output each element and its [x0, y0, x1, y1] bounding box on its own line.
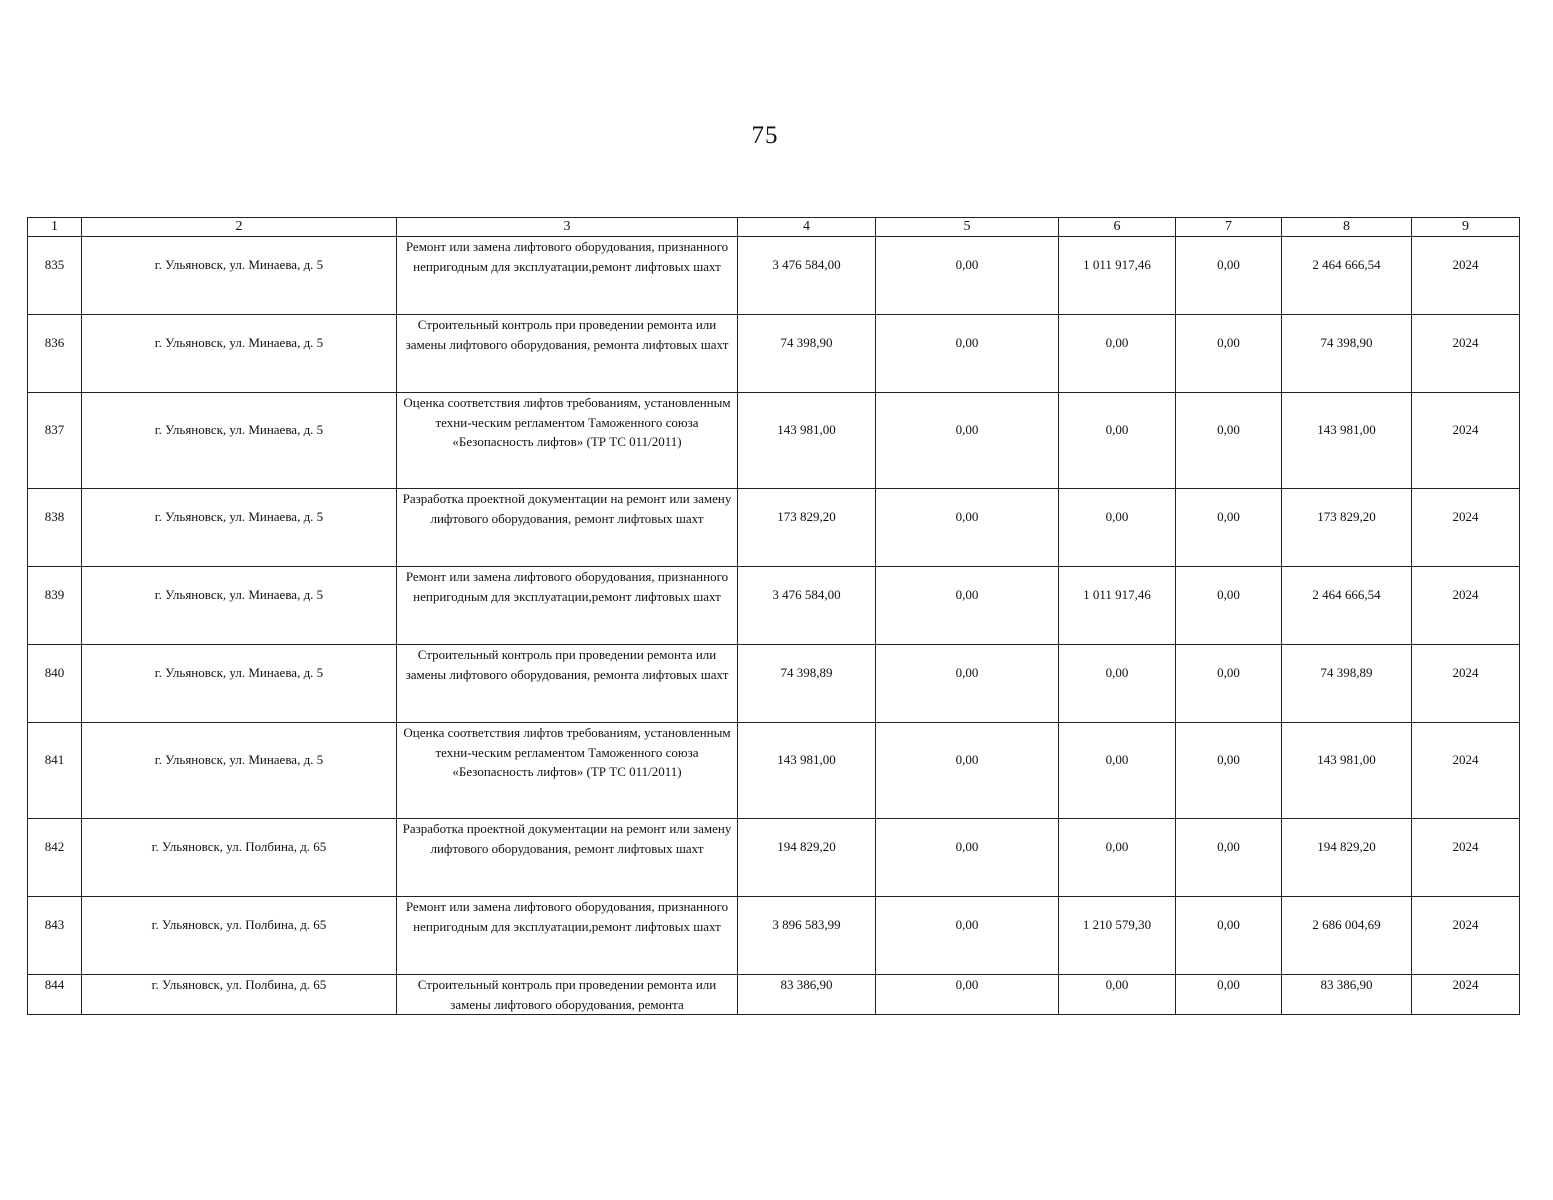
table-row: [28, 237, 1520, 315]
address-cell: г. Ульяновск, ул. Полбина, д. 65: [82, 975, 397, 1015]
column-header: 2: [82, 218, 397, 237]
row-number: 838: [28, 489, 82, 567]
amount-cell: 0,00: [876, 723, 1059, 819]
amount-cell: 0,00: [1059, 393, 1176, 489]
amount-cell: 0,00: [1176, 489, 1282, 567]
address-cell: г. Ульяновск, ул. Минаева, д. 5: [82, 567, 397, 645]
amount-cell: 0,00: [876, 567, 1059, 645]
amount-cell: 0,00: [1059, 315, 1176, 393]
amount-cell: 0,00: [1176, 393, 1282, 489]
amount-cell: 0,00: [1176, 237, 1282, 315]
column-header: 3: [397, 218, 738, 237]
row-number: 835: [28, 237, 82, 315]
amount-cell: 0,00: [1059, 819, 1176, 897]
amount-cell: 0,00: [876, 645, 1059, 723]
row-number: 839: [28, 567, 82, 645]
table-row: [28, 975, 1520, 1015]
amount-cell: 1 210 579,30: [1059, 897, 1176, 975]
column-header: 6: [1059, 218, 1176, 237]
year-cell: 2024: [1412, 975, 1520, 1015]
amount-cell: 74 398,90: [738, 315, 876, 393]
amount-cell: 2 686 004,69: [1282, 897, 1412, 975]
amount-cell: 0,00: [1176, 723, 1282, 819]
column-header: 5: [876, 218, 1059, 237]
year-cell: 2024: [1412, 489, 1520, 567]
amount-cell: 83 386,90: [738, 975, 876, 1015]
page-number: 75: [751, 122, 779, 149]
amount-cell: 0,00: [876, 315, 1059, 393]
column-header: 7: [1176, 218, 1282, 237]
amount-cell: 143 981,00: [1282, 393, 1412, 489]
amount-cell: 0,00: [1176, 645, 1282, 723]
amount-cell: 0,00: [1176, 567, 1282, 645]
amount-cell: 83 386,90: [1282, 975, 1412, 1015]
table-row: [28, 645, 1520, 723]
table-row: [28, 897, 1520, 975]
amount-cell: 0,00: [1059, 645, 1176, 723]
work-description-cell: Ремонт или замена лифтового оборудования, признанного непригодным для эксплуатации,ремонт лифтовых шахт: [397, 897, 738, 975]
column-header: 4: [738, 218, 876, 237]
row-number: 836: [28, 315, 82, 393]
table-row: [28, 723, 1520, 819]
amount-cell: 1 011 917,46: [1059, 567, 1176, 645]
year-cell: 2024: [1412, 819, 1520, 897]
amount-cell: 194 829,20: [1282, 819, 1412, 897]
amount-cell: 0,00: [1176, 315, 1282, 393]
column-header: 9: [1412, 218, 1520, 237]
amount-cell: 3 476 584,00: [738, 567, 876, 645]
amount-cell: 0,00: [1176, 975, 1282, 1015]
column-header: 1: [28, 218, 82, 237]
amount-cell: 0,00: [876, 393, 1059, 489]
amount-cell: 0,00: [876, 489, 1059, 567]
amount-cell: 143 981,00: [1282, 723, 1412, 819]
amount-cell: 194 829,20: [738, 819, 876, 897]
table-row: [28, 393, 1520, 489]
work-description-cell: Строительный контроль при проведении ремонта или замены лифтового оборудования, ремонта лифтовых шахт: [397, 315, 738, 393]
amount-cell: 0,00: [1176, 819, 1282, 897]
amount-cell: 1 011 917,46: [1059, 237, 1176, 315]
address-cell: г. Ульяновск, ул. Минаева, д. 5: [82, 723, 397, 819]
amount-cell: 173 829,20: [738, 489, 876, 567]
table-row: [28, 567, 1520, 645]
table-row: [28, 489, 1520, 567]
header-row: [28, 218, 1520, 237]
amount-cell: 143 981,00: [738, 723, 876, 819]
amount-cell: 74 398,89: [738, 645, 876, 723]
year-cell: 2024: [1412, 645, 1520, 723]
year-cell: 2024: [1412, 393, 1520, 489]
work-description-cell: Оценка соответствия лифтов требованиям, установленным техни-ческим регламентом Таможенного союза «Безопасность лифтов» (ТР ТС 011/2011): [397, 723, 738, 819]
amount-cell: 2 464 666,54: [1282, 237, 1412, 315]
amount-cell: 143 981,00: [738, 393, 876, 489]
amount-cell: 0,00: [876, 897, 1059, 975]
amount-cell: 3 896 583,99: [738, 897, 876, 975]
amount-cell: 3 476 584,00: [738, 237, 876, 315]
amount-cell: 2 464 666,54: [1282, 567, 1412, 645]
amount-cell: 74 398,89: [1282, 645, 1412, 723]
address-cell: г. Ульяновск, ул. Полбина, д. 65: [82, 819, 397, 897]
work-description-cell: Разработка проектной документации на ремонт или замену лифтового оборудования, ремонт лифтовых шахт: [397, 819, 738, 897]
table-row: [28, 315, 1520, 393]
table-row: [28, 819, 1520, 897]
work-description-cell: Оценка соответствия лифтов требованиям, установленным техни-ческим регламентом Таможенного союза «Безопасность лифтов» (ТР ТС 011/2011): [397, 393, 738, 489]
year-cell: 2024: [1412, 237, 1520, 315]
year-cell: 2024: [1412, 567, 1520, 645]
address-cell: г. Ульяновск, ул. Минаева, д. 5: [82, 645, 397, 723]
year-cell: 2024: [1412, 723, 1520, 819]
work-description-cell: Строительный контроль при проведении ремонта или замены лифтового оборудования, ремонта лифтовых шахт: [397, 645, 738, 723]
year-cell: 2024: [1412, 315, 1520, 393]
work-description-cell: Разработка проектной документации на ремонт или замену лифтового оборудования, ремонт лифтовых шахт: [397, 489, 738, 567]
row-number: 840: [28, 645, 82, 723]
amount-cell: 74 398,90: [1282, 315, 1412, 393]
column-header: 8: [1282, 218, 1412, 237]
row-number: 837: [28, 393, 82, 489]
amount-cell: 0,00: [876, 819, 1059, 897]
row-number: 841: [28, 723, 82, 819]
amount-cell: 173 829,20: [1282, 489, 1412, 567]
address-cell: г. Ульяновск, ул. Минаева, д. 5: [82, 237, 397, 315]
address-cell: г. Ульяновск, ул. Минаева, д. 5: [82, 315, 397, 393]
amount-cell: 0,00: [1059, 489, 1176, 567]
amount-cell: 0,00: [876, 237, 1059, 315]
amount-cell: 0,00: [1176, 897, 1282, 975]
row-number: 844: [28, 975, 82, 1015]
row-number: 842: [28, 819, 82, 897]
amount-cell: 0,00: [1059, 723, 1176, 819]
work-description-cell: Ремонт или замена лифтового оборудования, признанного непригодным для эксплуатации,ремонт лифтовых шахт: [397, 237, 738, 315]
row-number: 843: [28, 897, 82, 975]
address-cell: г. Ульяновск, ул. Полбина, д. 65: [82, 897, 397, 975]
year-cell: 2024: [1412, 897, 1520, 975]
work-description-cell: Ремонт или замена лифтового оборудования, признанного непригодным для эксплуатации,ремонт лифтовых шахт: [397, 567, 738, 645]
amount-cell: 0,00: [876, 975, 1059, 1015]
address-cell: г. Ульяновск, ул. Минаева, д. 5: [82, 393, 397, 489]
work-description-cell: Строительный контроль при проведении ремонта или замены лифтового оборудования, ремонта: [397, 975, 738, 1015]
amount-cell: 0,00: [1059, 975, 1176, 1015]
register-table: [27, 217, 1520, 1015]
address-cell: г. Ульяновск, ул. Минаева, д. 5: [82, 489, 397, 567]
